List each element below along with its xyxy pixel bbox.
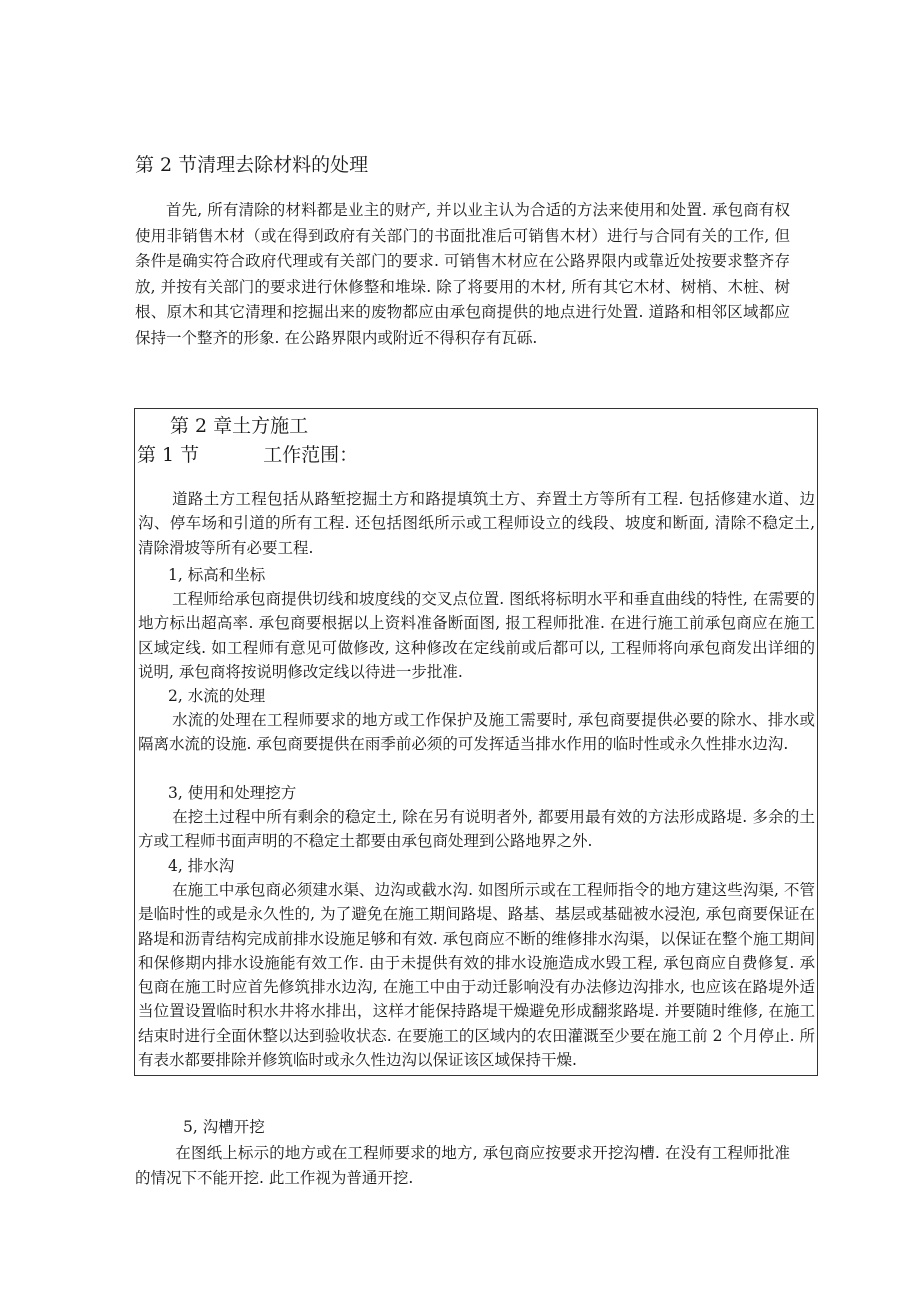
section-title: 第 2 节清理去除材料的处理 — [135, 154, 369, 176]
item-heading-2: 2, 水流的处理 — [168, 687, 266, 705]
sub-section-name: 工作范围： — [263, 444, 359, 466]
sub-section-number: 第 1 节 — [137, 444, 200, 466]
sub-section-title — [137, 440, 358, 467]
item-text-1: 工程师给承包商提供切线和坡度线的交叉点位置. 图纸将标明水平和垂直曲线的特性, 在需要的地方标出超高率. 承包商要根据以上资料准备断面图, 报工程师批准. 在进行施工前承包商应在施工区域定线. 如工程师有意见可做修改, 这种修改在定线前或后都可以, 工程师将向承包商发出详细的说明, 承包商将按说明修改定线以待进一步批准. — [138, 590, 815, 681]
item-text-4: 在施工中承包商必须建水渠、边沟或截水沟. 如图所示或在工程师指令的地方建这些沟渠, 不管是临时性的或是永久性的, 为了避免在施工期间路堤、路基、基层或基础被水浸泡, 承包商要保证在路堤和沥青结构完成前排水设施足够和有效. 承包商应不断的维修排水沟渠，以保证在整个施工期间和保修期内排水设施能有效工作. 由于未提供有效的排水设施造成水毁工程, 承包商应自费修复. 承包商在施工时应首先修筑排水边沟, 在施工中由于动迁影响没有办法修边沟排水, 也应该在路堤外适当位置设置临时积水井将水排出，这样才能保持路堤干燥避免形成翻浆路堤. 并要随时维修, 在施工结束时进行全面休整以达到验收状态. 在要施工的区域内的农田灌溉至少要在施工前 2 个月停止. 所有表水都要排除并修筑临时或永久性边沟以保证该区域保持干燥. — [138, 881, 815, 1070]
chapter-title: 第 2 章土方施工 — [170, 415, 309, 437]
item-text-2: 水流的处理在工程师要求的地方或工作保护及施工需要时, 承包商要提供必要的除水、排水或隔离水流的设施. 承包商要提供在雨季前必须的可发挥适当排水作用的临时性或永久性排水边沟. — [138, 711, 815, 754]
item-heading-1: 1, 标高和坐标 — [168, 566, 266, 584]
section-paragraph: 首先, 所有清除的材料都是业主的财产, 并以业主认为合适的方法来使用和处置. 承包商有权使用非销售木材（或在得到政府有关部门的书面批准后可销售木材）进行与合同有关的工作, 但条件是确实符合政府代理或有关部门的要求. 可销售木材应在公路界限内或靠近处按要求整齐存放, 并按有关部门的要求进行休修整和堆垛. 除了将要用的木材, 所有其它木材、树梢、木桩、树根、原木和其它清理和挖掘出来的废物都应由承包商提供的地点进行处置. 道路和相邻区域都应保持一个整齐的形象. 在公路界限内或附近不得积存有瓦砾. — [135, 201, 790, 347]
intro-paragraph: 道路土方工程包括从路堑挖掘土方和路提填筑土方、弃置土方等所有工程. 包括修建水道、边沟、停车场和引道的所有工程. 还包括图纸所示或工程师设立的线段、坡度和断面, 清除不稳定土, 清除滑坡等所有必要工程. — [138, 490, 815, 557]
item-text-3: 在挖土过程中所有剩余的稳定土, 除在另有说明者外, 都要用最有效的方法形成路堤. 多余的土方或工程师书面声明的不稳定土都要由承包商处理到公路地界之外. — [138, 808, 815, 851]
item-text-5: 在图纸上标示的地方或在工程师要求的地方, 承包商应按要求开挖沟槽. 在没有工程师批准的情况下不能开挖. 此工作视为普通开挖. — [135, 1144, 790, 1187]
item-heading-5: 5, 沟槽开挖 — [183, 1118, 265, 1136]
item-heading-4: 4, 排水沟 — [168, 857, 235, 875]
item-heading-3: 3, 使用和处理挖方 — [168, 784, 297, 802]
